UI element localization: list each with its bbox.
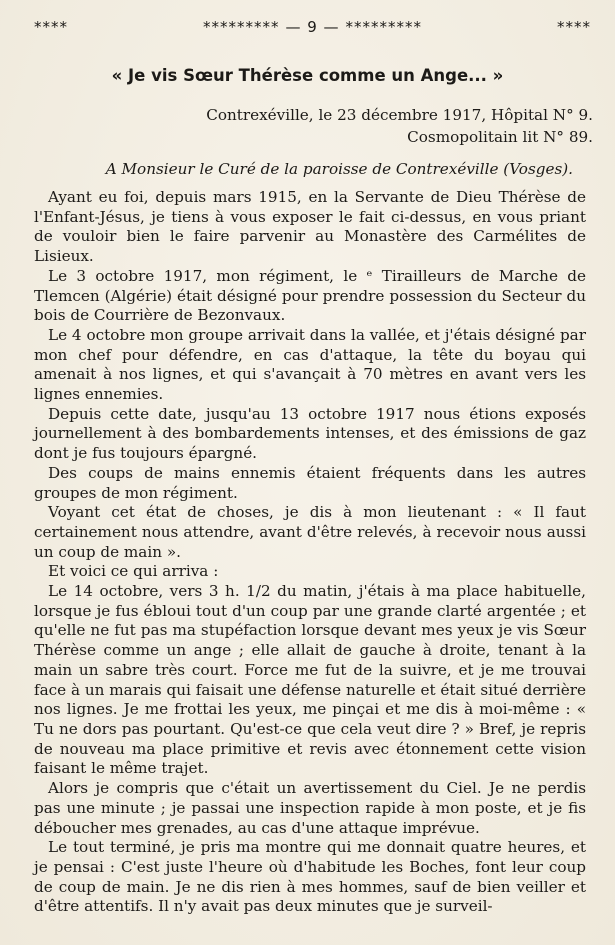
paragraph: Voyant cet état de choses, je dis à mon lieutenant : « Il faut certainement nous attendre, avant d'être relevés, à recevoir nous aussi un coup de main ». <box>34 503 586 561</box>
paragraph: Et voici ce qui arriva : <box>48 562 219 581</box>
location-line-1: Contrexéville, le 23 décembre 1917, Hôpital N° 9. <box>206 106 593 124</box>
header-stars-left: **** <box>34 18 68 36</box>
header-stars-right: **** <box>557 18 591 36</box>
page-number: — 9 — <box>285 18 340 36</box>
paragraph: Le 14 octobre, vers 3 h. 1/2 du matin, j'étais à ma place habituelle, lorsque je fus ébloui tout d'un coup par une grande clarté argentée ; et qu'elle ne fut pas ma stupéfaction lorsque devant mes yeux je vis Sœur Thérèse comme un ange ; elle allait de gauche à droite, tenant à la main un sabre très court. Force me fut de la suivre, et je me trouvai face à un marais qui faisait une défense naturelle et était situé derrière nos lignes. Je me frottai les yeux, me pinçai et me dis à moi-même : « Tu ne dors pas pourtant. Qu'est-ce que cela veut dire ? » Bref, je repris de nouveau ma place primitive et revis avec étonnement cette vision faisant le même trajet. <box>34 582 586 778</box>
letter-location-date <box>206 104 593 148</box>
paragraph: Depuis cette date, jusqu'au 13 octobre 1917 nous étions exposés journellement à des bombardements intenses, et des émissions de gaz dont je fus toujours épargné. <box>34 404 586 463</box>
paragraph: Le 4 octobre mon groupe arrivait dans la vallée, et j'étais désigné par mon chef pour défendre, en cas d'attaque, la tête du boyau qui amenait à nos lignes, et qui s'avançait à 70 mètres en avant vers les lignes ennemies. <box>34 325 586 404</box>
paragraph: Ayant eu foi, depuis mars 1915, en la Servante de Dieu Thérèse de l'Enfant-Jésus, je tiens à vous exposer le fait ci-dessus, en vous priant de vouloir bien le faire parvenir au Monastère des Carmélites de Lisieux. <box>34 188 586 266</box>
letter-addressee: A Monsieur le Curé de la paroisse de Contrexéville (Vosges). <box>105 160 573 178</box>
header-center <box>203 18 422 36</box>
paragraph: Le 3 octobre 1917, mon régiment, le ᵉ Tirailleurs de Marche de Tlemcen (Algérie) était désigné pour prendre possession du Secteur du bois de Courrière de Bezonvaux. <box>34 266 586 325</box>
letter-body <box>34 188 586 917</box>
page-header <box>34 18 591 36</box>
paragraph: Le tout terminé, je pris ma montre qui me donnait quatre heures, et je pensai : C'est juste l'heure où d'habitude les Boches, font leur coup de coup de main. Je ne dis rien à mes hommes, sauf de bien veiller et d'être attentifs. Il n'y avait pas deux minutes que je surveil- <box>34 838 586 916</box>
header-stars-mid-right: ********* <box>345 18 423 36</box>
header-stars-mid-left: ********* <box>202 18 280 36</box>
location-line-2: Cosmopolitain lit N° 89. <box>407 128 593 146</box>
paragraph: Alors je compris que c'était un avertissement du Ciel. Je ne perdis pas une minute ; je passai une inspection rapide à mon poste, et je fis déboucher mes grenades, au cas d'une attaque imprévue. <box>34 779 586 837</box>
paragraph: Des coups de mains ennemis étaient fréquents dans les autres groupes de mon régiment. <box>34 463 586 502</box>
article-title: « Je vis Sœur Thérèse comme un Ange... » <box>111 66 504 85</box>
